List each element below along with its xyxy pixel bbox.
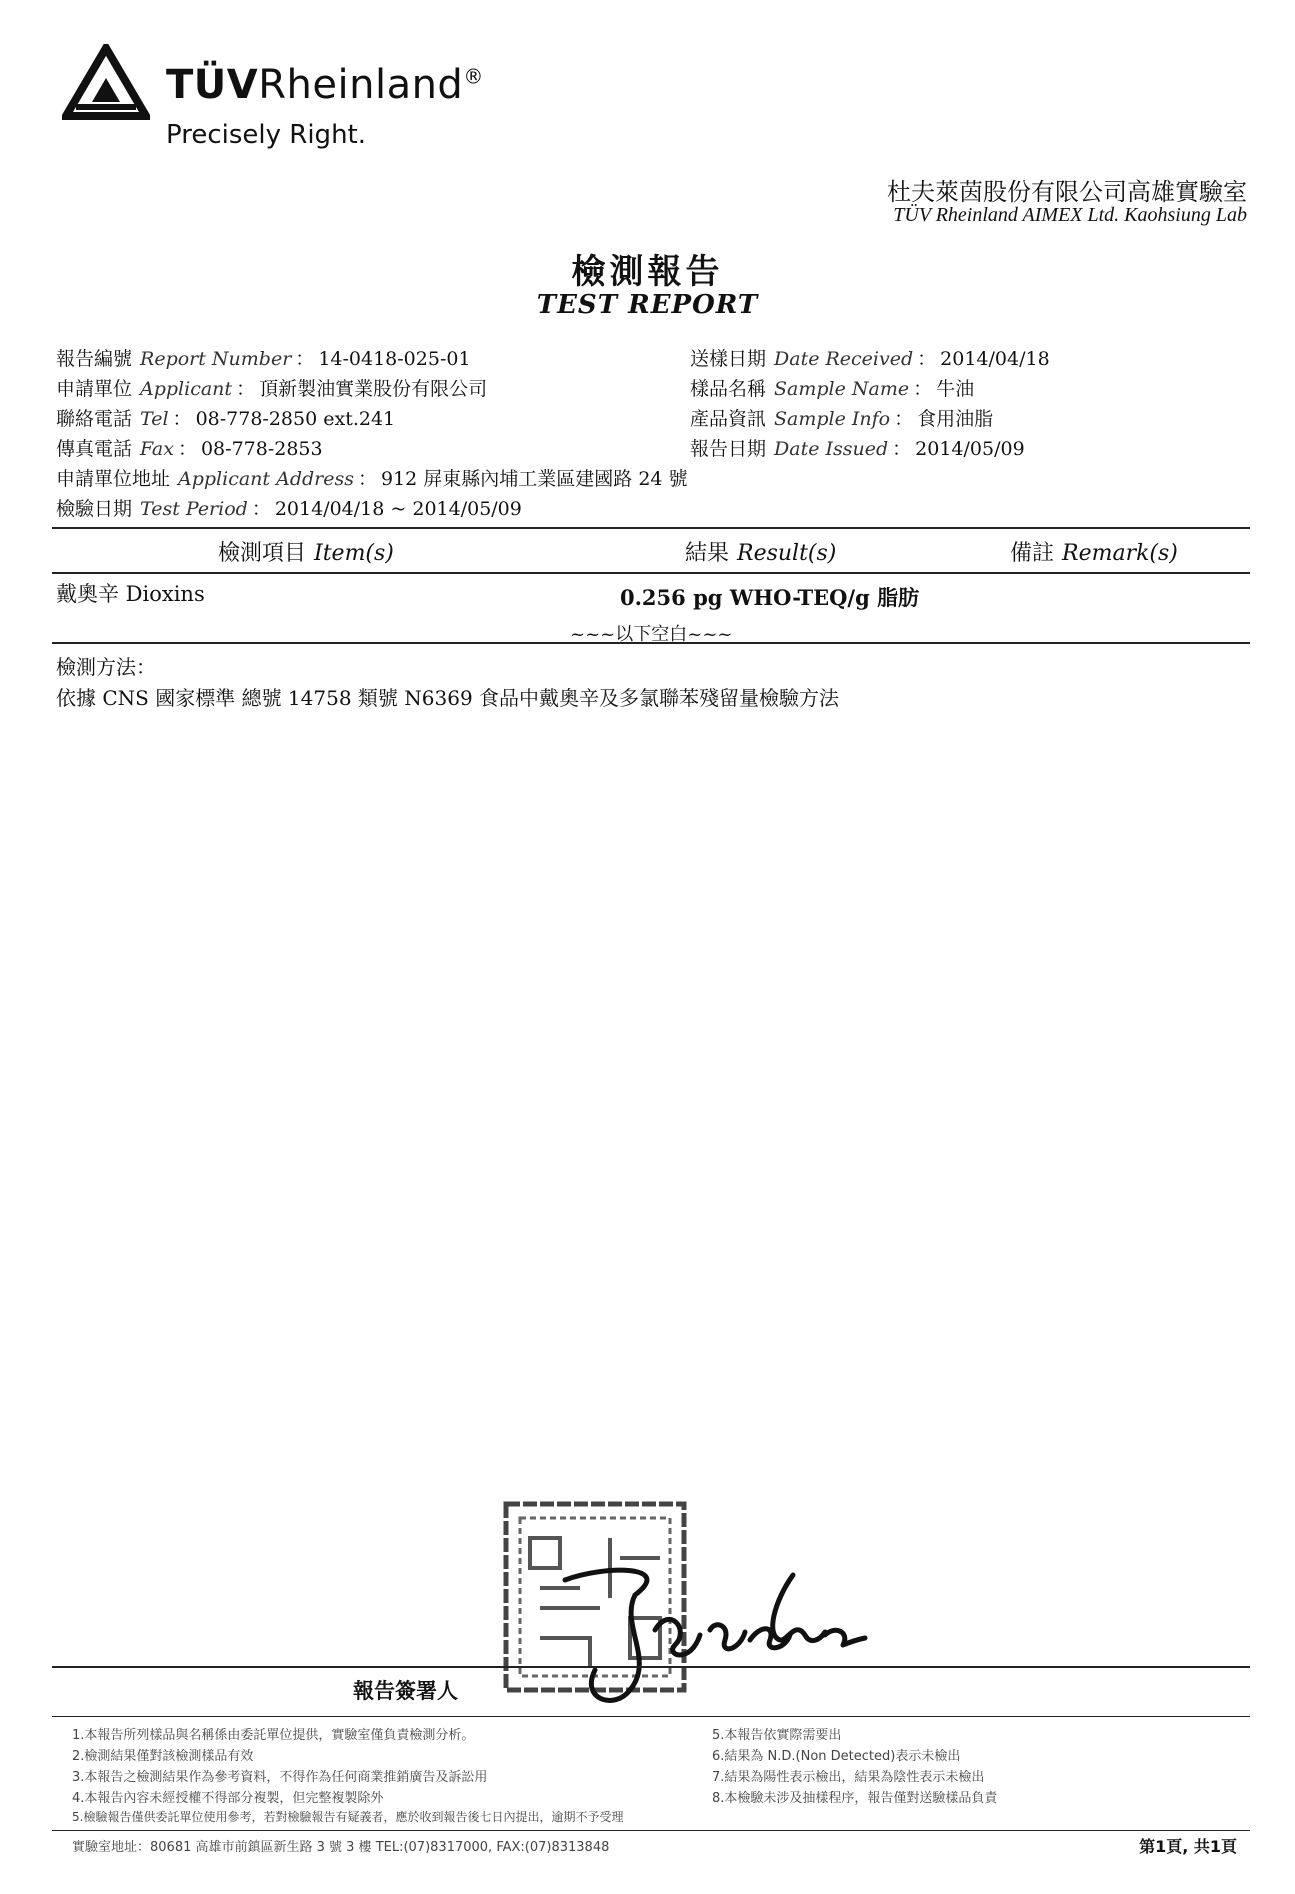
note-left-4: 4.本報告內容未經授權不得部分複製，但完整複製除外 <box>72 1791 384 1806</box>
header-remarks-cn: 備註 <box>1010 541 1055 566</box>
field-sample-name: 樣品名稱 Sample Name ： 牛油 <box>690 378 975 400</box>
table-bottom-rule <box>52 642 1250 644</box>
field-applicant: 申請單位 Applicant ： 頂新製油實業股份有限公司 <box>56 378 488 400</box>
table-header-rule <box>52 572 1250 574</box>
field-label-cn: 申請單位地址 <box>56 468 171 490</box>
note-right-8: 8.本檢驗未涉及抽樣程序，報告僅對送驗樣品負責 <box>712 1791 998 1806</box>
field-label-cn: 樣品名稱 <box>690 378 767 400</box>
field-label-en: Sample Info <box>774 408 891 430</box>
field-label-cn: 申請單位 <box>56 378 133 400</box>
field-report-number: 報告編號 Report Number ： 14-0418-025-01 <box>56 348 471 370</box>
field-sample-info: 產品資訊 Sample Info ： 食用油脂 <box>690 408 994 430</box>
lab-name-cn: 杜夫萊茵股份有限公司高雄實驗室 <box>887 178 1247 206</box>
field-label-en: Report Number <box>140 348 292 370</box>
brand-regular: Rheinland <box>258 62 464 108</box>
field-label-en: Sample Name <box>774 378 910 400</box>
footer-rule <box>52 1830 1250 1831</box>
field-value: 頂新製油實業股份有限公司 <box>259 378 488 400</box>
note-left-2: 2.檢測結果僅對該檢測樣品有效 <box>72 1749 254 1764</box>
header-results-en: Result(s) <box>737 541 837 566</box>
field-date-issued: 報告日期 Date Issued ： 2014/05/09 <box>690 438 1025 460</box>
report-title-cn: 檢測報告 <box>571 252 724 292</box>
field-value: 08-778-2853 <box>200 438 323 460</box>
header-remarks-en: Remark(s) <box>1062 541 1178 566</box>
field-label-cn: 聯絡電話 <box>56 408 133 430</box>
header-results-cn: 結果 <box>685 541 730 566</box>
field-label-cn: 產品資訊 <box>690 408 767 430</box>
field-value: 14-0418-025-01 <box>318 348 471 370</box>
field-value: 08-778-2850 ext.241 <box>195 408 396 430</box>
field-fax: 傳真電話 Fax ： 08-778-2853 <box>56 438 323 460</box>
field-label-cn: 檢驗日期 <box>56 498 133 520</box>
brand-tagline: Precisely Right. <box>166 120 367 150</box>
header-items-cn: 檢測項目 <box>218 541 307 566</box>
tuv-logo-icon <box>62 44 150 120</box>
note-left-1: 1.本報告所列樣品與名稱係由委託單位提供，實驗室僅負責檢測分析。 <box>72 1728 475 1743</box>
field-label-en: Applicant Address <box>178 468 354 490</box>
field-value: 912 屏東縣內埔工業區建國路 24 號 <box>381 468 688 490</box>
field-value: 2014/04/18 <box>940 348 1050 370</box>
note-right-7: 7.結果為陽性表示檢出，結果為陰性表示未檢出 <box>712 1770 985 1785</box>
field-label-cn: 傳真電話 <box>56 438 133 460</box>
field-value: 食用油脂 <box>917 408 994 430</box>
table-end-marker: ~~~以下空白~~~ <box>570 624 733 645</box>
signature-label: 報告簽署人 <box>353 1678 458 1703</box>
signature-name <box>560 1590 646 1609</box>
note-left-3: 3.本報告之檢測結果作為參考資料，不得作為任何商業推銷廣告及訴訟用 <box>72 1770 488 1785</box>
signature-scribble <box>525 1540 870 1715</box>
footer-address: 實驗室地址：80681 高雄市前鎮區新生路 3 號 3 樓 TEL:(07)8317000, FAX:(07)8313848 <box>72 1840 610 1855</box>
header-remarks <box>1010 536 1178 567</box>
field-label-cn: 報告日期 <box>690 438 767 460</box>
lab-name-en: TÜV Rheinland AIMEX Ltd. Kaohsiung Lab <box>893 204 1247 226</box>
brand-bold: TÜV <box>166 62 259 108</box>
field-label-cn: 報告編號 <box>56 348 133 370</box>
note-right-6: 6.結果為 N.D.(Non Detected)表示未檢出 <box>712 1749 961 1764</box>
header-items-en: Item(s) <box>314 541 394 566</box>
table-top-rule <box>52 527 1250 529</box>
brand-wordmark <box>166 62 484 108</box>
field-label-en: Tel <box>140 408 169 430</box>
field-label-en: Applicant <box>140 378 233 400</box>
table-row-result: 0.256 pg WHO-TEQ/g 脂肪 <box>620 585 920 610</box>
header-results <box>685 536 836 567</box>
field-label-en: Date Received <box>774 348 914 370</box>
field-value: 2014/04/18 ~ 2014/05/09 <box>274 498 522 520</box>
report-title-en: TEST REPORT <box>536 290 759 320</box>
note-left-5: 5.檢驗報告僅供委託單位使用參考，若對檢驗報告有疑義者，應於收到報告後七日內提出，逾期不予受理 <box>72 1810 624 1824</box>
field-value: 牛油 <box>936 378 975 400</box>
registered-mark: ® <box>463 64 484 89</box>
notes-top-rule <box>52 1716 1250 1717</box>
signature-rule <box>52 1666 1250 1668</box>
field-label-en: Test Period <box>140 498 248 520</box>
method-heading: 檢測方法： <box>56 655 156 679</box>
field-label-cn: 送樣日期 <box>690 348 767 370</box>
footer-page-number: 第1頁, 共1頁 <box>1139 1837 1237 1856</box>
method-text: 依據 CNS 國家標準 總號 14758 類號 N6369 食品中戴奧辛及多氯聯苯殘留量檢驗方法 <box>56 686 840 710</box>
field-date-received: 送樣日期 Date Received ： 2014/04/18 <box>690 348 1050 370</box>
table-row-item: 戴奧辛 Dioxins <box>56 582 205 606</box>
field-label-en: Date Issued <box>774 438 889 460</box>
header-items <box>218 536 394 567</box>
field-test-period: 檢驗日期 Test Period ： 2014/04/18 ~ 2014/05/09 <box>56 498 522 520</box>
note-right-5: 5.本報告依實際需要出 <box>712 1728 842 1743</box>
field-tel: 聯絡電話 Tel ： 08-778-2850 ext.241 <box>56 408 396 430</box>
field-value: 2014/05/09 <box>915 438 1025 460</box>
field-label-en: Fax <box>140 438 174 460</box>
field-applicant-address: 申請單位地址 Applicant Address ： 912 屏東縣內埔工業區建國路 24 號 <box>56 468 688 490</box>
